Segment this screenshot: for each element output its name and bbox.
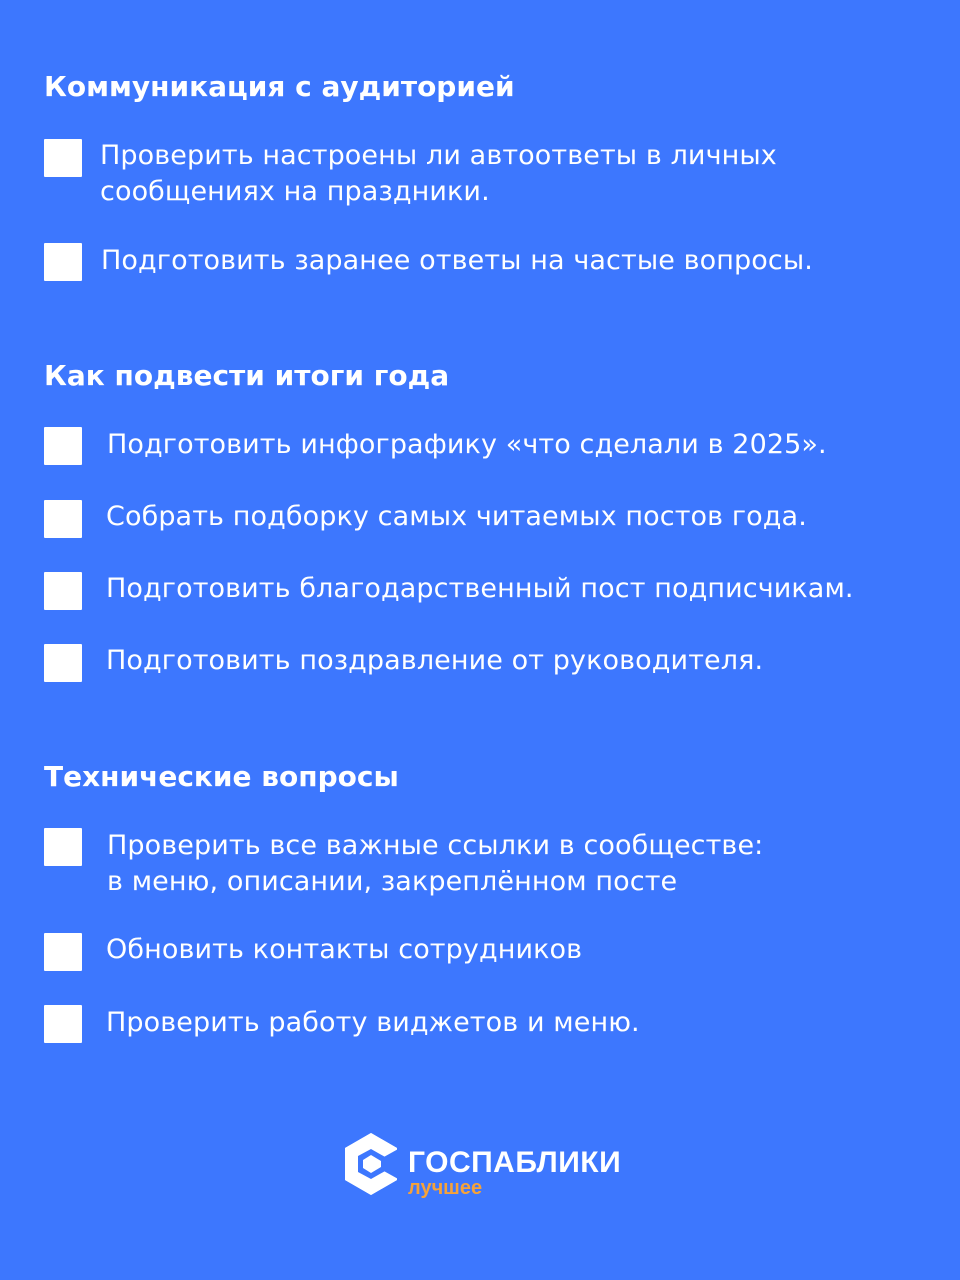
- section-title-communication: Коммуникация с аудиторией: [44, 70, 515, 103]
- hexagon-c-logo-icon: [342, 1131, 400, 1197]
- brand-name: ГОСПАБЛИКИ: [408, 1146, 622, 1179]
- checklist-item-text: Подготовить поздравление от руководителя.: [106, 645, 764, 676]
- section-title-technical: Технические вопросы: [44, 760, 399, 793]
- checklist-item-text: Собрать подборку самых читаемых постов года.: [106, 501, 807, 532]
- section-title-year-summary: Как подвести итоги года: [44, 359, 450, 392]
- checklist-item-text: Подготовить заранее ответы на частые вопросы.: [101, 245, 813, 276]
- checklist-item-text: Проверить настроены ли автоответы в личных сообщениях на праздники.: [100, 140, 777, 207]
- checkbox[interactable]: [44, 139, 82, 177]
- checklist-item-text: Подготовить благодарственный пост подписчикам.: [106, 573, 854, 604]
- checkbox[interactable]: [44, 933, 82, 971]
- brand-logo: [342, 1131, 632, 1201]
- checklist-item-text: Проверить работу виджетов и меню.: [106, 1007, 640, 1038]
- checkbox[interactable]: [44, 572, 82, 610]
- checkbox[interactable]: [44, 427, 82, 465]
- brand-tagline: лучшее: [408, 1177, 483, 1199]
- checkbox[interactable]: [44, 500, 82, 538]
- checklist-item-text: Проверить все важные ссылки в сообществе: в меню, описании, закреплённом посте: [107, 830, 764, 897]
- checkbox[interactable]: [44, 644, 82, 682]
- checkbox[interactable]: [44, 1005, 82, 1043]
- checkbox[interactable]: [44, 243, 82, 281]
- checklist-item-text: Обновить контакты сотрудников: [106, 934, 583, 965]
- checkbox[interactable]: [44, 828, 82, 866]
- checklist-item-text: Подготовить инфографику «что сделали в 2025».: [107, 429, 827, 460]
